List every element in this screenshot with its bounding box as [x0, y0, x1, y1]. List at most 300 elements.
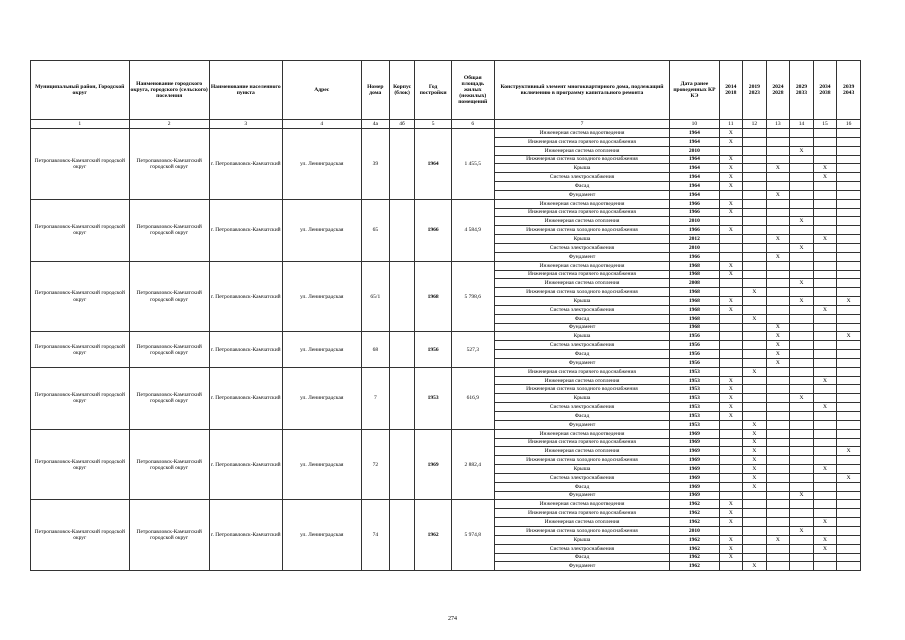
period-mark-cell: [790, 332, 814, 341]
build-year-cell: 1964: [415, 129, 451, 200]
locality-cell: г. Петропавловск-Камчатский: [209, 367, 282, 429]
period-mark-cell: X: [837, 447, 861, 456]
period-mark-cell: X: [743, 429, 767, 438]
period-mark-cell: [813, 190, 837, 199]
period-mark-cell: [790, 129, 814, 138]
prev-repair-date-cell: 2010: [670, 217, 719, 226]
period-mark-cell: [766, 482, 790, 491]
header-period-6: 2039 2043: [837, 61, 861, 120]
header-period-1: 2014 2018: [719, 61, 743, 120]
element-cell: Фундамент: [494, 323, 670, 332]
period-mark-cell: [766, 412, 790, 421]
house-group: [31, 129, 861, 200]
prev-repair-date-cell: 1953: [670, 412, 719, 421]
period-mark-cell: [837, 226, 861, 235]
period-mark-cell: X: [719, 518, 743, 527]
period-mark-cell: [790, 473, 814, 482]
period-mark-cell: [790, 261, 814, 270]
build-year-cell: 1956: [415, 332, 451, 367]
prev-repair-date-cell: 1956: [670, 350, 719, 359]
period-mark-cell: [766, 367, 790, 376]
period-mark-cell: X: [743, 456, 767, 465]
period-mark-cell: [790, 155, 814, 164]
prev-repair-date-cell: 1956: [670, 332, 719, 341]
period-mark-cell: [743, 146, 767, 155]
element-cell: Инженерная система водоотведения: [494, 261, 670, 270]
period-mark-cell: [743, 385, 767, 394]
period-mark-cell: [766, 518, 790, 527]
period-mark-cell: [790, 323, 814, 332]
period-mark-cell: X: [719, 270, 743, 279]
column-number-row: [31, 120, 861, 129]
period-mark-cell: [766, 129, 790, 138]
period-mark-cell: [790, 376, 814, 385]
prev-repair-date-cell: 2012: [670, 235, 719, 244]
period-mark-cell: [790, 367, 814, 376]
element-cell: Инженерная система водоотведения: [494, 129, 670, 138]
period-mark-cell: [766, 420, 790, 429]
prev-repair-date-cell: 1964: [670, 173, 719, 182]
column-number: 11: [719, 120, 743, 129]
period-mark-cell: [837, 535, 861, 544]
element-cell: Инженерная система холодного водоснабжения: [494, 526, 670, 535]
period-mark-cell: [837, 217, 861, 226]
prev-repair-date-cell: 1956: [670, 341, 719, 350]
period-mark-cell: [766, 438, 790, 447]
period-mark-cell: X: [837, 473, 861, 482]
header-settlement: Наименование городского округа, городского (сельского) поселения: [129, 61, 209, 120]
period-mark-cell: X: [719, 173, 743, 182]
period-mark-cell: [790, 518, 814, 527]
house-group: [31, 261, 861, 332]
period-mark-cell: X: [813, 305, 837, 314]
prev-repair-date-cell: 1969: [670, 473, 719, 482]
prev-repair-date-cell: 1969: [670, 465, 719, 474]
period-mark-cell: [743, 261, 767, 270]
period-mark-cell: [743, 358, 767, 367]
period-mark-cell: [790, 385, 814, 394]
period-mark-cell: X: [790, 146, 814, 155]
header-district: Муниципальный район, Городской округ: [31, 61, 130, 120]
period-mark-cell: [766, 553, 790, 562]
period-mark-cell: [766, 288, 790, 297]
period-mark-cell: [813, 279, 837, 288]
settlement-cell: Петропавловск-Камчатский городской округ: [129, 500, 209, 571]
period-mark-cell: [719, 252, 743, 261]
period-mark-cell: [790, 288, 814, 297]
period-mark-cell: [743, 235, 767, 244]
period-mark-cell: [766, 385, 790, 394]
period-mark-cell: [766, 279, 790, 288]
period-mark-cell: X: [719, 208, 743, 217]
period-mark-cell: [766, 261, 790, 270]
build-year-cell: 1953: [415, 367, 451, 429]
header-block: Корпус (блок): [389, 61, 415, 120]
period-mark-cell: [790, 420, 814, 429]
period-mark-cell: X: [719, 553, 743, 562]
period-mark-cell: [790, 447, 814, 456]
period-mark-cell: X: [790, 491, 814, 500]
element-cell: Фундамент: [494, 562, 670, 571]
locality-cell: г. Петропавловск-Камчатский: [209, 332, 282, 367]
element-cell: Инженерная система отопления: [494, 217, 670, 226]
period-mark-cell: [766, 208, 790, 217]
page-number: 274: [448, 616, 457, 622]
period-mark-cell: [837, 305, 861, 314]
period-mark-cell: [766, 473, 790, 482]
area-cell: 1 455,5: [451, 129, 494, 200]
header-address: Адрес: [282, 61, 361, 120]
period-mark-cell: X: [813, 544, 837, 553]
element-cell: Инженерная система холодного водоснабжения: [494, 456, 670, 465]
period-mark-cell: X: [813, 465, 837, 474]
period-mark-cell: [766, 217, 790, 226]
period-mark-cell: [766, 526, 790, 535]
period-mark-cell: [813, 182, 837, 191]
period-mark-cell: [790, 429, 814, 438]
period-mark-cell: X: [743, 288, 767, 297]
prev-repair-date-cell: 1968: [670, 314, 719, 323]
period-mark-cell: [766, 376, 790, 385]
settlement-cell: Петропавловск-Камчатский городской округ: [129, 367, 209, 429]
period-mark-cell: [837, 199, 861, 208]
period-mark-cell: [743, 164, 767, 173]
column-number: 13: [766, 120, 790, 129]
document-page: [30, 60, 861, 571]
column-number: 7: [494, 120, 670, 129]
period-mark-cell: [719, 447, 743, 456]
period-mark-cell: [837, 182, 861, 191]
period-mark-cell: [837, 137, 861, 146]
prev-repair-date-cell: 1962: [670, 509, 719, 518]
period-mark-cell: [743, 243, 767, 252]
prev-repair-date-cell: 1964: [670, 182, 719, 191]
period-mark-cell: [743, 137, 767, 146]
period-mark-cell: [719, 526, 743, 535]
period-mark-cell: [766, 155, 790, 164]
period-mark-cell: [766, 447, 790, 456]
period-mark-cell: X: [719, 137, 743, 146]
period-mark-cell: [790, 412, 814, 421]
period-mark-cell: X: [719, 403, 743, 412]
period-mark-cell: [813, 332, 837, 341]
period-mark-cell: [790, 190, 814, 199]
period-mark-cell: [790, 252, 814, 261]
period-mark-cell: [837, 465, 861, 474]
period-mark-cell: [813, 473, 837, 482]
area-cell: 616,9: [451, 367, 494, 429]
period-mark-cell: [743, 182, 767, 191]
period-mark-cell: [766, 314, 790, 323]
period-mark-cell: [790, 465, 814, 474]
period-mark-cell: [766, 226, 790, 235]
period-mark-cell: [766, 270, 790, 279]
district-cell: Петропавловск-Камчатский городской округ: [31, 500, 130, 571]
table-row: [31, 129, 861, 138]
address-cell: ул. Ленинградская: [282, 129, 361, 200]
prev-repair-date-cell: 1962: [670, 500, 719, 509]
period-mark-cell: [719, 341, 743, 350]
period-mark-cell: [790, 235, 814, 244]
element-cell: Инженерная система горячего водоснабжения: [494, 438, 670, 447]
period-mark-cell: [790, 270, 814, 279]
element-cell: Фасад: [494, 350, 670, 359]
address-cell: ул. Ленинградская: [282, 429, 361, 500]
address-cell: ул. Ленинградская: [282, 367, 361, 429]
period-mark-cell: [790, 314, 814, 323]
period-mark-cell: [719, 314, 743, 323]
element-cell: Крыша: [494, 535, 670, 544]
period-mark-cell: X: [719, 164, 743, 173]
element-cell: Инженерная система водоотведения: [494, 199, 670, 208]
prev-repair-date-cell: 2010: [670, 526, 719, 535]
period-mark-cell: [719, 243, 743, 252]
period-mark-cell: [719, 146, 743, 155]
period-mark-cell: [790, 456, 814, 465]
period-mark-cell: [719, 235, 743, 244]
area-cell: 527,3: [451, 332, 494, 367]
period-mark-cell: [837, 350, 861, 359]
period-mark-cell: [837, 243, 861, 252]
address-cell: ул. Ленинградская: [282, 199, 361, 261]
prev-repair-date-cell: 1964: [670, 164, 719, 173]
period-mark-cell: [813, 129, 837, 138]
period-mark-cell: [743, 199, 767, 208]
period-mark-cell: X: [719, 376, 743, 385]
period-mark-cell: [813, 394, 837, 403]
period-mark-cell: X: [743, 367, 767, 376]
element-cell: Инженерная система водоотведения: [494, 500, 670, 509]
header-element: Конструктивный элемент многоквартирного дома, подлежащий включению в программу капитального ремонта: [494, 61, 670, 120]
district-cell: Петропавловск-Камчатский городской округ: [31, 261, 130, 332]
block-cell: [389, 129, 415, 200]
column-number: 1: [31, 120, 130, 129]
address-cell: ул. Ленинградская: [282, 261, 361, 332]
period-mark-cell: [719, 332, 743, 341]
settlement-cell: Петропавловск-Камчатский городской округ: [129, 261, 209, 332]
period-mark-cell: [743, 279, 767, 288]
period-mark-cell: X: [813, 518, 837, 527]
period-mark-cell: [766, 491, 790, 500]
period-mark-cell: [813, 155, 837, 164]
period-mark-cell: [813, 261, 837, 270]
header-year: Год постройки: [415, 61, 451, 120]
element-cell: Фасад: [494, 553, 670, 562]
capital-repair-table: [30, 60, 861, 571]
prev-repair-date-cell: 1968: [670, 297, 719, 306]
prev-repair-date-cell: 1962: [670, 518, 719, 527]
period-mark-cell: [837, 314, 861, 323]
locality-cell: г. Петропавловск-Камчатский: [209, 199, 282, 261]
period-mark-cell: [766, 403, 790, 412]
period-mark-cell: [743, 403, 767, 412]
period-mark-cell: [743, 394, 767, 403]
period-mark-cell: X: [790, 526, 814, 535]
period-mark-cell: [813, 137, 837, 146]
period-mark-cell: [813, 270, 837, 279]
period-mark-cell: [766, 429, 790, 438]
period-mark-cell: X: [813, 535, 837, 544]
period-mark-cell: [790, 137, 814, 146]
block-cell: [389, 429, 415, 500]
period-mark-cell: [743, 491, 767, 500]
column-number: 4б: [389, 120, 415, 129]
element-cell: Фасад: [494, 314, 670, 323]
period-mark-cell: [743, 190, 767, 199]
period-mark-cell: [837, 190, 861, 199]
element-cell: Инженерная система отопления: [494, 376, 670, 385]
element-cell: Фундамент: [494, 358, 670, 367]
prev-repair-date-cell: 1968: [670, 270, 719, 279]
period-mark-cell: X: [813, 235, 837, 244]
prev-repair-date-cell: 1953: [670, 394, 719, 403]
period-mark-cell: X: [743, 314, 767, 323]
period-mark-cell: [813, 429, 837, 438]
prev-repair-date-cell: 1964: [670, 155, 719, 164]
prev-repair-date-cell: 1953: [670, 403, 719, 412]
period-mark-cell: X: [766, 164, 790, 173]
header-prev-date: Дата ранее проведенных КР КЭ: [670, 61, 719, 120]
element-cell: Инженерная система водоотведения: [494, 429, 670, 438]
prev-repair-date-cell: 1962: [670, 553, 719, 562]
house-group: [31, 332, 861, 367]
element-cell: Система электроснабжения: [494, 173, 670, 182]
element-cell: Инженерная система холодного водоснабжения: [494, 155, 670, 164]
period-mark-cell: [719, 350, 743, 359]
element-cell: Система электроснабжения: [494, 403, 670, 412]
element-cell: Крыша: [494, 332, 670, 341]
period-mark-cell: X: [719, 394, 743, 403]
element-cell: Крыша: [494, 235, 670, 244]
period-mark-cell: [813, 553, 837, 562]
period-mark-cell: [743, 341, 767, 350]
period-mark-cell: X: [766, 358, 790, 367]
header-house: Номер дома: [361, 61, 389, 120]
period-mark-cell: X: [813, 173, 837, 182]
prev-repair-date-cell: 1962: [670, 535, 719, 544]
period-mark-cell: [790, 164, 814, 173]
period-mark-cell: [813, 367, 837, 376]
period-mark-cell: [766, 182, 790, 191]
period-mark-cell: [813, 208, 837, 217]
period-mark-cell: [743, 297, 767, 306]
period-mark-cell: X: [743, 473, 767, 482]
period-mark-cell: [790, 482, 814, 491]
period-mark-cell: [766, 500, 790, 509]
district-cell: Петропавловск-Камчатский городской округ: [31, 199, 130, 261]
period-mark-cell: X: [766, 323, 790, 332]
table-row: [31, 429, 861, 438]
build-year-cell: 1962: [415, 500, 451, 571]
area-cell: 2 882,4: [451, 429, 494, 500]
table-row: [31, 261, 861, 270]
period-mark-cell: [813, 199, 837, 208]
period-mark-cell: [813, 385, 837, 394]
period-mark-cell: [837, 491, 861, 500]
period-mark-cell: [719, 279, 743, 288]
period-mark-cell: [837, 385, 861, 394]
element-cell: Система электроснабжения: [494, 341, 670, 350]
period-mark-cell: [837, 562, 861, 571]
period-mark-cell: [813, 456, 837, 465]
period-mark-cell: [743, 350, 767, 359]
period-mark-cell: [790, 544, 814, 553]
prev-repair-date-cell: 1966: [670, 208, 719, 217]
prev-repair-date-cell: 1966: [670, 199, 719, 208]
period-mark-cell: [719, 562, 743, 571]
period-mark-cell: [743, 208, 767, 217]
period-mark-cell: X: [766, 252, 790, 261]
element-cell: Инженерная система горячего водоснабжения: [494, 509, 670, 518]
house-number-cell: 65: [361, 199, 389, 261]
element-cell: Фасад: [494, 182, 670, 191]
column-number: 5: [415, 120, 451, 129]
period-mark-cell: [743, 305, 767, 314]
element-cell: Крыша: [494, 297, 670, 306]
period-mark-cell: X: [719, 535, 743, 544]
locality-cell: г. Петропавловск-Камчатский: [209, 429, 282, 500]
element-cell: Система электроснабжения: [494, 243, 670, 252]
house-group: [31, 199, 861, 261]
header-period-2: 2019 2023: [743, 61, 767, 120]
prev-repair-date-cell: 1969: [670, 438, 719, 447]
column-number: 3: [209, 120, 282, 129]
period-mark-cell: [813, 226, 837, 235]
element-cell: Крыша: [494, 394, 670, 403]
period-mark-cell: [743, 217, 767, 226]
period-mark-cell: [766, 146, 790, 155]
period-mark-cell: [837, 526, 861, 535]
period-mark-cell: [813, 526, 837, 535]
period-mark-cell: [813, 412, 837, 421]
prev-repair-date-cell: 1968: [670, 323, 719, 332]
column-number: 14: [790, 120, 814, 129]
element-cell: Фундамент: [494, 190, 670, 199]
element-cell: Система электроснабжения: [494, 305, 670, 314]
prev-repair-date-cell: 1953: [670, 376, 719, 385]
period-mark-cell: [719, 482, 743, 491]
period-mark-cell: [837, 420, 861, 429]
period-mark-cell: [837, 279, 861, 288]
period-mark-cell: [743, 323, 767, 332]
block-cell: [389, 261, 415, 332]
house-number-cell: 68: [361, 332, 389, 367]
period-mark-cell: [813, 341, 837, 350]
period-mark-cell: X: [719, 182, 743, 191]
element-cell: Инженерная система отопления: [494, 279, 670, 288]
period-mark-cell: [719, 429, 743, 438]
period-mark-cell: [766, 173, 790, 182]
period-mark-cell: [837, 482, 861, 491]
prev-repair-date-cell: 2010: [670, 146, 719, 155]
period-mark-cell: [790, 226, 814, 235]
period-mark-cell: [837, 394, 861, 403]
period-mark-cell: X: [719, 199, 743, 208]
prev-repair-date-cell: 1953: [670, 385, 719, 394]
house-number-cell: 65/1: [361, 261, 389, 332]
period-mark-cell: [790, 535, 814, 544]
period-mark-cell: [813, 500, 837, 509]
house-group: [31, 429, 861, 500]
locality-cell: г. Петропавловск-Камчатский: [209, 129, 282, 200]
prev-repair-date-cell: 1968: [670, 261, 719, 270]
table-row: [31, 199, 861, 208]
period-mark-cell: [790, 500, 814, 509]
house-number-cell: 72: [361, 429, 389, 500]
element-cell: Фундамент: [494, 252, 670, 261]
element-cell: Инженерная система холодного водоснабжения: [494, 385, 670, 394]
period-mark-cell: [837, 252, 861, 261]
